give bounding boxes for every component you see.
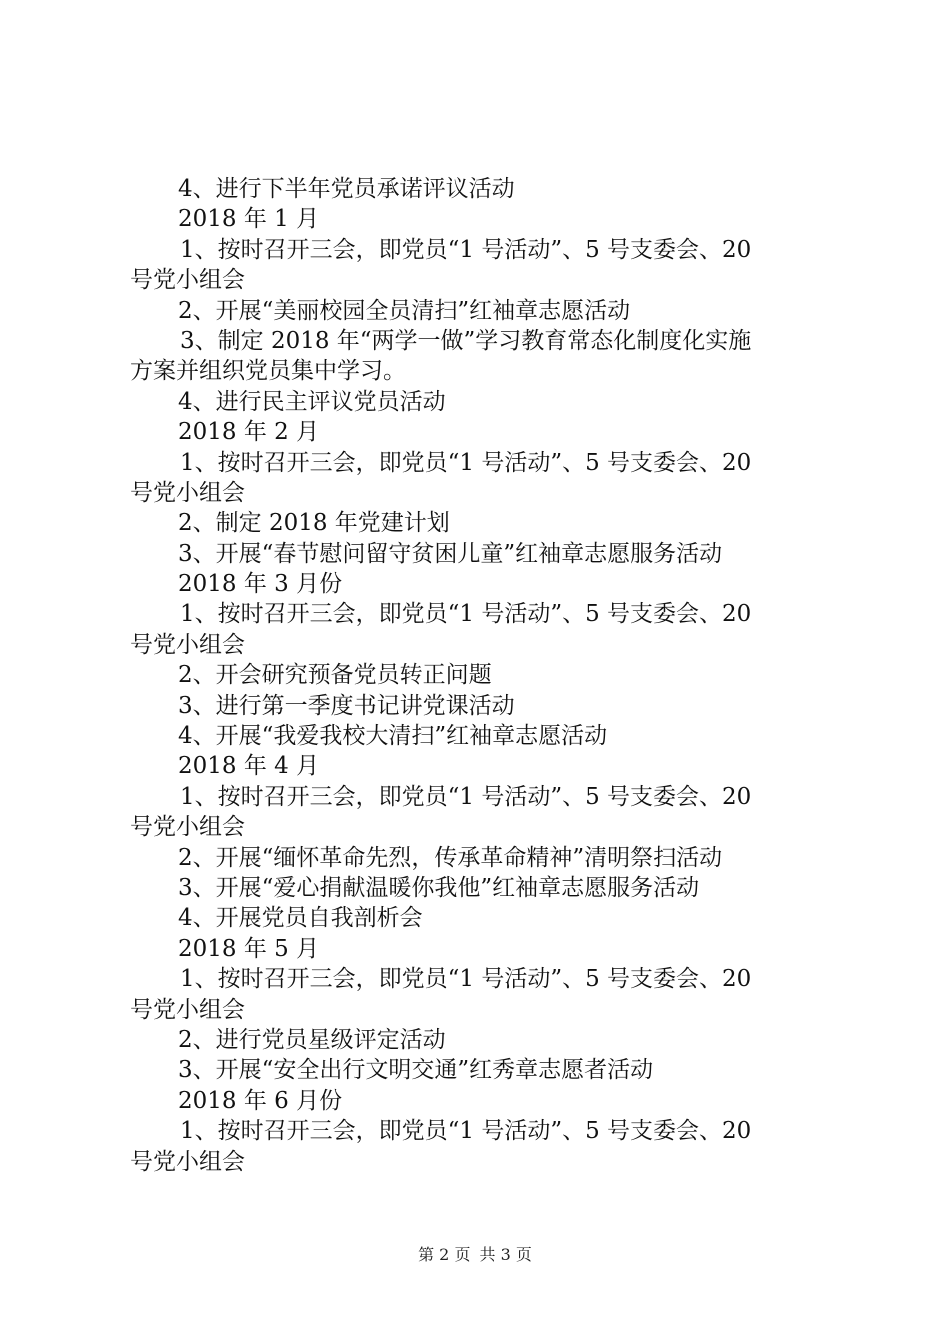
text-line: 2018 年 3 月份 (178, 571, 343, 598)
text-line: 2、进行党员星级评定活动 (178, 1026, 446, 1053)
document-body (130, 174, 835, 1177)
text-line: 2018 年 1 月 (178, 206, 320, 233)
text-line: 号党小组会 (130, 479, 245, 506)
text-line: 2、制定 2018 年党建计划 (178, 510, 450, 537)
text-line: 1、按时召开三会，即党员“1 号活动”、5 号支委会、20 (180, 601, 752, 628)
text-line: 1、按时召开三会，即党员“1 号活动”、5 号支委会、20 (180, 966, 752, 993)
text-line: 1、按时召开三会，即党员“1 号活动”、5 号支委会、20 (180, 236, 752, 263)
text-line: 号党小组会 (130, 1148, 245, 1175)
page-number-total: 共 3 页 (479, 1245, 532, 1264)
text-line: 号党小组会 (130, 814, 245, 841)
text-line: 1、按时召开三会，即党员“1 号活动”、5 号支委会、20 (180, 1118, 752, 1145)
text-line: 2018 年 2 月 (178, 419, 320, 446)
text-line: 1、按时召开三会，即党员“1 号活动”、5 号支委会、20 (180, 449, 752, 476)
text-line: 2、开展“缅怀革命先烈，传承革命精神”清明祭扫活动 (178, 844, 723, 871)
text-line: 2、开会研究预备党员转正问题 (178, 662, 492, 689)
text-line: 4、开展“我爱我校大清扫”红袖章志愿活动 (178, 723, 608, 750)
page-number-current: 第 2 页 (418, 1245, 471, 1264)
text-line: 4、进行下半年党员承诺评议活动 (178, 176, 515, 202)
text-line: 1、按时召开三会，即党员“1 号活动”、5 号支委会、20 (180, 783, 752, 810)
text-line: 3、开展“爱心捐献温暖你我他”红袖章志愿服务活动 (178, 874, 700, 901)
text-line: 4、进行民主评议党员活动 (178, 388, 446, 415)
text-line: 2、开展“美丽校园全员清扫”红袖章志愿活动 (178, 297, 631, 324)
text-line: 号党小组会 (130, 631, 245, 658)
text-line: 号党小组会 (130, 267, 245, 294)
text-line: 2018 年 5 月 (178, 935, 320, 962)
text-line: 3、开展“春节慰问留守贫困儿童”红袖章志愿服务活动 (178, 540, 723, 567)
text-line: 方案并组织党员集中学习。 (130, 358, 406, 385)
text-line: 4、开展党员自我剖析会 (178, 905, 423, 932)
text-line: 2018 年 4 月 (178, 753, 320, 780)
text-line: 3、开展“安全出行文明交通”红秀章志愿者活动 (178, 1057, 654, 1084)
text-line: 3、进行第一季度书记讲党课活动 (178, 692, 515, 719)
text-line: 2018 年 6 月份 (178, 1087, 343, 1114)
page-footer (0, 1244, 950, 1266)
text-line: 号党小组会 (130, 996, 245, 1023)
text-line: 3、制定 2018 年“两学一做”学习教育常态化制度化实施 (180, 327, 752, 354)
